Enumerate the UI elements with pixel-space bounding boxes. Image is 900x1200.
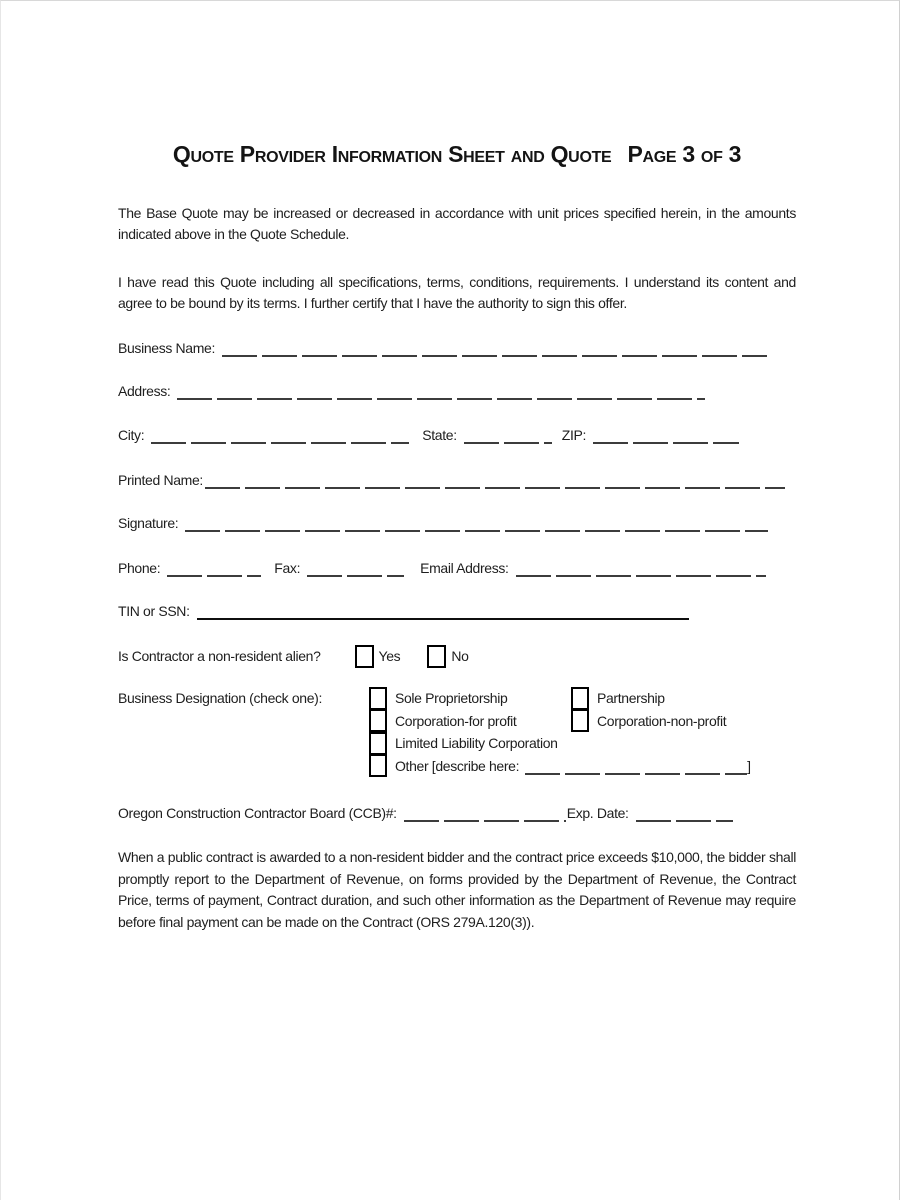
- designation-row: [369, 710, 751, 733]
- field-row-signature: [118, 512, 768, 532]
- email-label: Email Address:: [420, 560, 509, 576]
- non-resident-alien-question: [118, 644, 469, 668]
- corporation-for-profit-checkbox[interactable]: [369, 709, 387, 732]
- address-input[interactable]: [177, 384, 705, 400]
- exp-date-input[interactable]: [636, 806, 733, 822]
- partnership-checkbox[interactable]: [571, 687, 589, 710]
- other-label-close-bracket: ]: [747, 757, 751, 774]
- partnership-label: Partnership: [597, 690, 665, 707]
- corporation-for-profit-label: Corporation-for profit: [395, 712, 517, 729]
- designation-row: [369, 687, 751, 710]
- non-resident-notice-paragraph: When a public contract is awarded to a non-resident bidder and the contract price exceeds $10,000, the bidder shall promptly report to the Department of Revenue, on forms provided by the Department of Revenue, the Contract Price, terms of payment, Contract duration, and such other information as the Department of Revenue may require before final payment can be made on the Contract (ORS 279A.120(3)).: [118, 849, 796, 930]
- business-designation-options: [369, 687, 751, 777]
- field-row-ccb: [118, 802, 733, 822]
- designation-row: [369, 732, 751, 755]
- other-checkbox[interactable]: [369, 754, 387, 777]
- printed-name-input[interactable]: [205, 473, 785, 489]
- ccb-label: Oregon Construction Contractor Board (CCB)#:: [118, 805, 397, 821]
- ccb-number-input[interactable]: [404, 806, 566, 822]
- field-row-tin-ssn: [118, 600, 689, 620]
- zip-input[interactable]: [593, 428, 739, 444]
- field-row-city-state-zip: [118, 424, 739, 444]
- business-name-input[interactable]: [222, 341, 767, 357]
- business-designation-section: [118, 687, 751, 777]
- tin-ssn-input[interactable]: [197, 604, 689, 620]
- intro-paragraph: The Base Quote may be increased or decreased in accordance with unit prices specified herein, in the amounts indicated above in the Quote Schedule.: [118, 205, 796, 242]
- business-name-label: Business Name:: [118, 340, 216, 356]
- other-describe-input[interactable]: [525, 759, 747, 775]
- state-input[interactable]: [464, 428, 552, 444]
- field-row-phone-fax-email: [118, 557, 766, 577]
- no-checkbox-label: No: [451, 648, 469, 664]
- corporation-non-profit-label: Corporation-non-profit: [597, 712, 727, 729]
- no-checkbox[interactable]: [427, 645, 446, 668]
- printed-name-label: Printed Name:: [118, 472, 203, 488]
- fax-label: Fax:: [274, 560, 301, 576]
- designation-option-corporation-for-profit: [369, 709, 571, 732]
- limited-liability-corporation-checkbox[interactable]: [369, 732, 387, 755]
- state-label: State:: [422, 427, 457, 443]
- designation-option-sole-proprietorship: [369, 687, 571, 710]
- field-row-printed-name: [118, 469, 785, 489]
- fax-input[interactable]: [307, 561, 404, 577]
- yes-checkbox[interactable]: [355, 645, 374, 668]
- designation-option-partnership: [571, 687, 665, 710]
- phone-label: Phone:: [118, 560, 161, 576]
- signature-label: Signature:: [118, 515, 179, 531]
- other-label: Other [describe here:: [395, 757, 520, 774]
- page-title: [118, 141, 796, 168]
- designation-option-llc: [369, 732, 571, 755]
- signature-input[interactable]: [185, 516, 768, 532]
- yes-checkbox-label: Yes: [378, 648, 401, 664]
- limited-liability-corporation-label: Limited Liability Corporation: [395, 735, 558, 752]
- email-input[interactable]: [516, 561, 766, 577]
- field-row-address: [118, 380, 705, 400]
- designation-row-other: [369, 755, 751, 778]
- title-text: Quote Provider Information Sheet and Quote: [172, 141, 612, 167]
- sole-proprietorship-label: Sole Proprietorship: [395, 690, 508, 707]
- designation-option-corporation-non-profit: [571, 709, 726, 732]
- city-label: City:: [118, 427, 145, 443]
- zip-label: ZIP:: [561, 427, 587, 443]
- phone-input[interactable]: [167, 561, 261, 577]
- sole-proprietorship-checkbox[interactable]: [369, 687, 387, 710]
- corporation-non-profit-checkbox[interactable]: [571, 709, 589, 732]
- address-label: Address:: [118, 383, 171, 399]
- exp-date-label: Exp. Date:: [566, 805, 629, 821]
- city-input[interactable]: [151, 428, 409, 444]
- non-resident-alien-label: Is Contractor a non-resident alien?: [118, 647, 321, 664]
- tin-ssn-label: TIN or SSN:: [118, 603, 190, 619]
- field-row-business-name: [118, 337, 767, 357]
- title-page-number: Page 3 of 3: [627, 141, 742, 167]
- certify-paragraph: I have read this Quote including all specifications, terms, conditions, requirements. I understand its content and agree to be bound by its terms. I further certify that I have the authority to sign this offer.: [118, 274, 796, 311]
- business-designation-label: Business Designation (check one):: [118, 690, 323, 706]
